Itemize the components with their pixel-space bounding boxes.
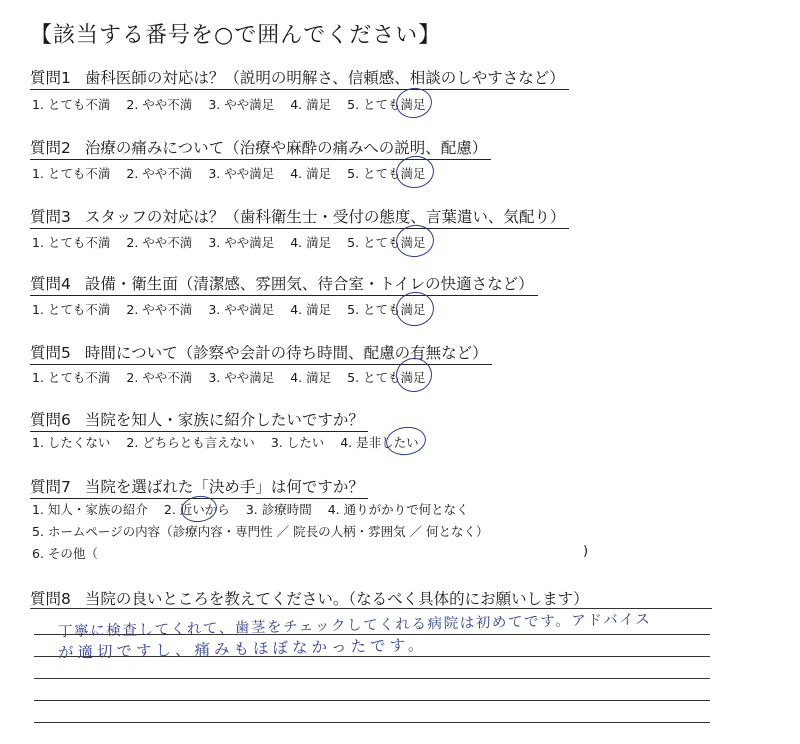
question-text: スタッフの対応は？（歯科衛生士・受付の態度、言葉遣い、気配り） [84,208,566,226]
answer-line [34,722,710,723]
option[interactable]: 2. やや不満 [126,370,193,385]
options-q3 [32,233,442,251]
option[interactable]: 4. 満足 [290,370,332,385]
question-label: 質問5 [30,344,71,362]
option[interactable]: 1. したくない [32,435,111,450]
question-text: 当院の良いところを教えてください。（なるべく具体的にお願いします） [84,590,589,608]
question-8 [30,587,593,610]
options-q4 [32,300,442,318]
option[interactable]: 1. とても不満 [32,302,111,317]
option[interactable]: 2. やや不満 [126,235,193,250]
question-text: 当院を知人・家族に紹介したいですか？ [84,411,364,429]
option[interactable]: 3. やや満足 [208,97,275,112]
option-selected[interactable]: 4. 是非したい [340,435,419,450]
answer-circle-q1 [394,86,434,121]
option-selected[interactable]: 5. とても満足 [347,370,426,385]
option[interactable]: 5. ホームページの内容（診療内容・専門性 ／ 院長の人柄・雰囲気 ／ 何となく） [32,524,489,539]
question-6 [30,408,368,432]
options-q1 [32,95,442,113]
question-3 [30,205,569,229]
option-selected[interactable]: 2. 近いから [163,502,230,517]
answer-circle-q6 [384,424,428,457]
question-text: 時間について（診察や会計の待ち時間、配慮の有無など） [84,344,488,362]
option-selected[interactable]: 5. とても満足 [347,97,426,112]
option-selected[interactable]: 5. とても満足 [347,166,426,181]
options-q7-line1 [32,500,485,518]
option-selected[interactable]: 5. とても満足 [347,302,426,317]
option[interactable]: 4. 満足 [290,166,332,181]
option[interactable]: 1. とても不満 [32,97,111,112]
page-title: 【該当する番号を○で囲んでください】 [30,23,442,48]
option-selected[interactable]: 5. とても満足 [347,235,426,250]
option[interactable]: 1. とても不満 [32,166,111,181]
question-label: 質問3 [30,208,71,226]
question-label: 質問6 [30,411,71,429]
option[interactable]: 3. やや満足 [208,370,275,385]
question-label: 質問1 [30,69,71,87]
option[interactable]: 1. 知人・家族の紹介 [32,502,148,517]
option[interactable]: 3. 診療時間 [245,502,312,517]
option[interactable]: 2. やや不満 [126,302,193,317]
option[interactable]: 2. やや不満 [126,97,193,112]
option[interactable]: 4. 満足 [290,302,332,317]
options-q6 [32,433,435,451]
question-text: 歯科医師の対応は？（説明の明解さ、信頼感、相談のしやすさなど） [84,69,565,87]
question-label: 質問2 [30,139,71,157]
option[interactable]: 4. 満足 [290,235,332,250]
other-paren-close: ) [583,544,589,559]
question-label: 質問8 [30,590,71,608]
option[interactable]: 3. やや満足 [208,166,275,181]
answer-line [34,678,710,679]
question-label: 質問7 [30,478,71,496]
question-text: 当院を選ばれた「決め手」は何ですか？ [84,478,364,496]
question-label: 質問4 [30,275,71,293]
option[interactable]: 1. とても不満 [32,370,111,385]
option[interactable]: 6. その他（ [32,546,98,561]
option[interactable]: 2. どちらとも言えない [126,435,255,450]
option[interactable]: 3. したい [270,435,325,450]
options-q5 [32,368,442,386]
option[interactable]: 3. やや満足 [208,235,275,250]
question-text: 設備・衛生面（清潔感、雰囲気、待合室・トイレの快適さなど） [84,275,534,293]
handwritten-answer-line1: 丁寧に検査してくれて、歯茎をチェックしてくれる病院は初めてです。アドバイス [57,611,652,641]
question-4 [30,272,538,296]
option[interactable]: 3. やや満足 [208,302,275,317]
handwritten-answer-line2: が適切ですし、痛みもほぼなかったです。 [57,636,428,662]
option[interactable]: 1. とても不満 [32,235,111,250]
option[interactable]: 4. 通りがかりで何となく [327,502,469,517]
answer-line [34,700,710,701]
option[interactable]: 2. やや不満 [126,166,193,181]
option[interactable]: 4. 満足 [290,97,332,112]
question-text: 治療の痛みについて（治療や麻酔の痛みへの説明、配慮） [84,139,488,157]
question-1 [30,66,569,90]
options-q2 [32,164,442,182]
